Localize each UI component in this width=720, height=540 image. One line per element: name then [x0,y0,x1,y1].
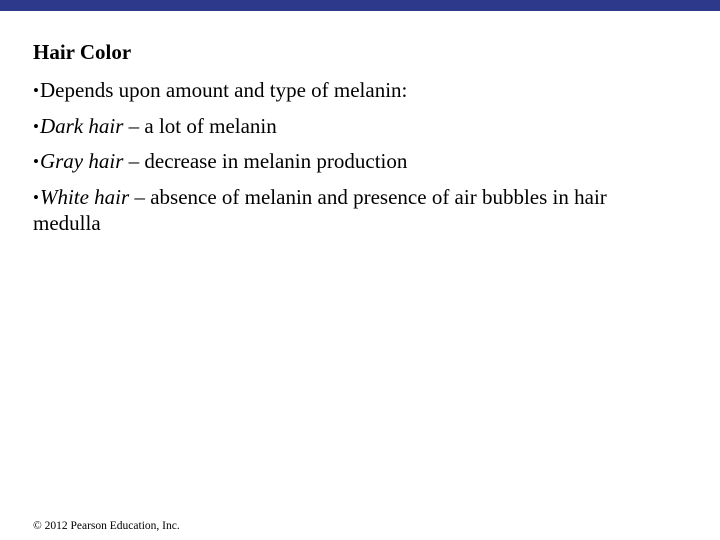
copyright-notice: © 2012 Pearson Education, Inc. [33,520,180,532]
bullet-icon: • [33,187,39,207]
slide-title: Hair Color [33,40,132,64]
top-accent-bar [0,0,720,11]
bullet-icon: • [33,81,39,100]
bullet-icon: • [33,152,39,171]
bullet-emphasis: Gray hair [39,149,124,173]
bullet-item-white-hair [33,185,673,236]
bullet-item-melanin [33,78,673,104]
bullet-item-gray-hair [33,149,673,175]
bullet-item-dark-hair [33,114,673,140]
bullet-icon: • [33,116,39,136]
bullet-text: – decrease in melanin production [123,149,408,173]
bullet-emphasis: White hair [39,184,130,209]
bullet-emphasis: Dark hair [39,113,124,138]
bullet-list [33,78,673,245]
bullet-text: – absence of melanin and presence of air bubbles in hair medulla [33,184,607,235]
bullet-text: Depends upon amount and type of melanin: [39,78,408,102]
bullet-text: – a lot of melanin [123,113,277,138]
